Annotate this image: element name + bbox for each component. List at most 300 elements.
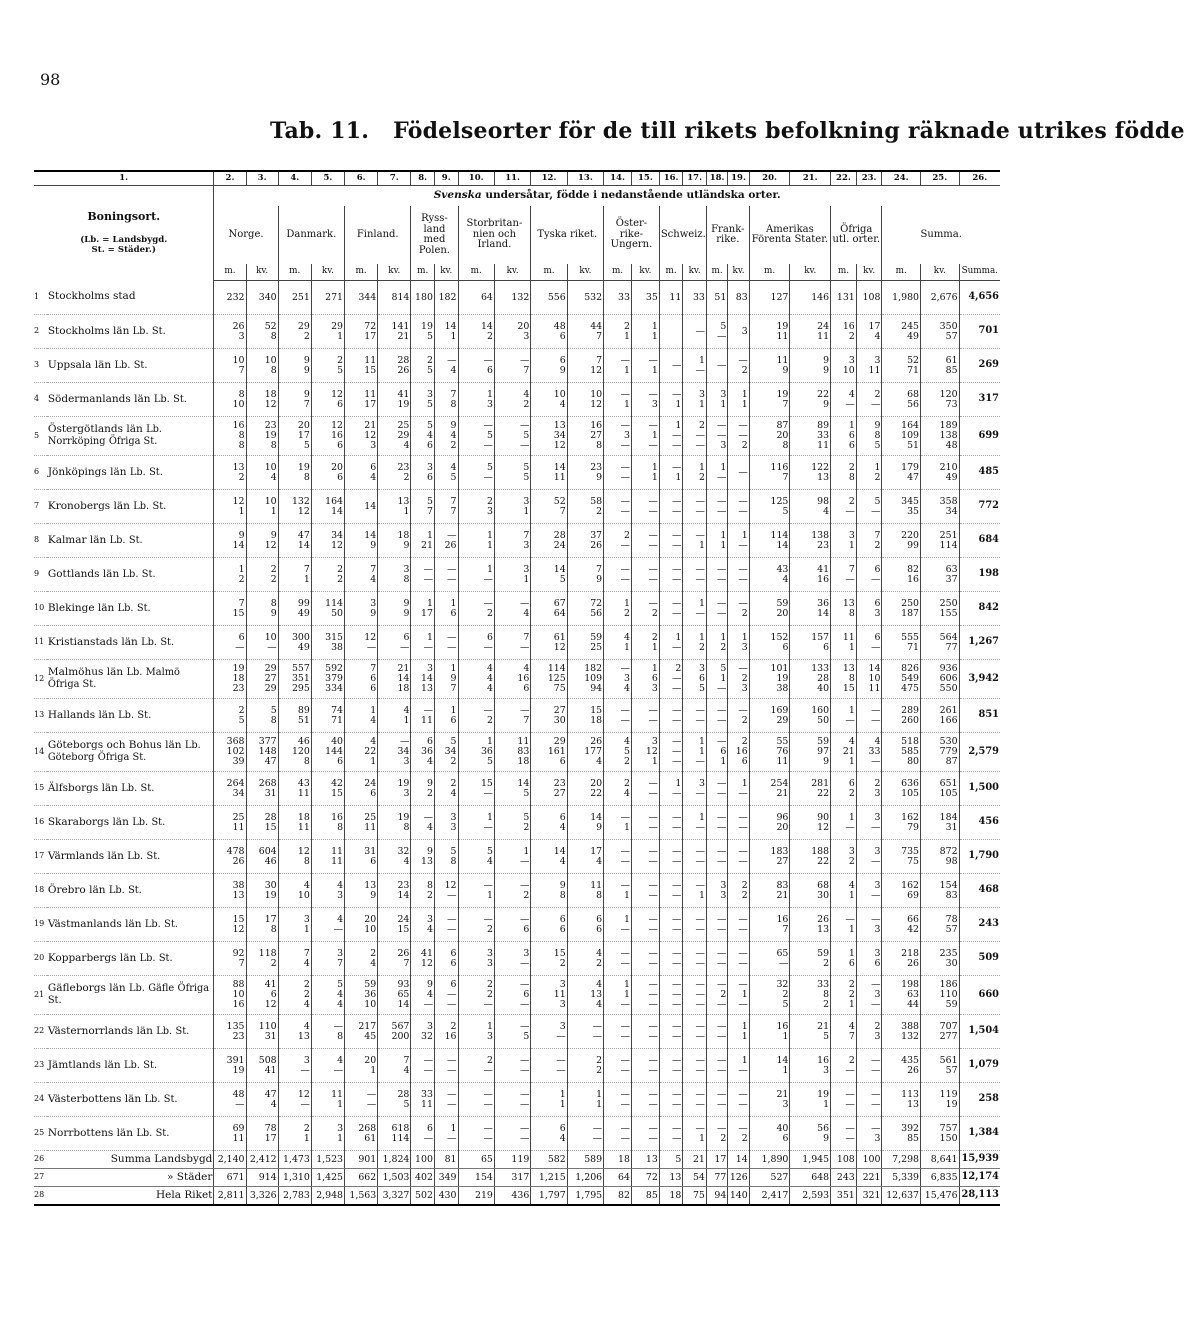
county-name bbox=[47, 281, 214, 315]
cell-value: 3 bbox=[370, 597, 377, 609]
cell-value: 2 bbox=[486, 607, 493, 619]
data-cell bbox=[246, 699, 278, 733]
county-row bbox=[34, 383, 1000, 417]
data-cell bbox=[311, 1083, 344, 1117]
cell-value: 64 bbox=[553, 607, 566, 619]
county-subdivision: Lb. bbox=[184, 740, 201, 752]
data-cell bbox=[531, 417, 567, 456]
cell-value: 8 bbox=[596, 439, 603, 451]
data-cell bbox=[378, 524, 411, 558]
cell-value: 10 bbox=[868, 673, 881, 685]
data-cell bbox=[378, 456, 411, 490]
cell-value: 3 bbox=[559, 998, 566, 1010]
data-cell bbox=[494, 281, 530, 315]
cell-value: — bbox=[695, 998, 705, 1010]
cell-value: — bbox=[648, 505, 658, 517]
data-cell bbox=[458, 908, 494, 942]
data-cell bbox=[921, 908, 960, 942]
cell-value: — bbox=[738, 539, 748, 551]
data-cell bbox=[278, 626, 311, 660]
cell-value: 1 bbox=[624, 821, 630, 833]
data-cell bbox=[831, 1117, 857, 1151]
country-header: Danmark. bbox=[278, 206, 344, 264]
cell-value: 1 bbox=[370, 755, 377, 767]
cell-value: — bbox=[716, 1030, 727, 1042]
data-cell bbox=[531, 908, 567, 942]
county-label: Jämtlands län bbox=[47, 1058, 121, 1071]
cell-value: — bbox=[423, 1064, 433, 1076]
cell-value: 7 bbox=[426, 505, 433, 517]
row-number: 18 bbox=[34, 874, 47, 908]
cell-value: 6 bbox=[782, 1132, 789, 1144]
cell-value: — bbox=[716, 505, 727, 517]
country-header: Öfriga utl. orter. bbox=[831, 206, 882, 264]
cell-value: — bbox=[671, 923, 682, 935]
cell-value: — bbox=[671, 821, 682, 833]
row-number: 17 bbox=[34, 840, 47, 874]
data-cell bbox=[790, 733, 831, 772]
cell-value: 8 bbox=[874, 430, 881, 442]
sum-cell: 18 bbox=[659, 1187, 683, 1206]
data-cell bbox=[856, 281, 882, 315]
cell-value: 105 bbox=[939, 787, 958, 799]
cell-value: 2 bbox=[337, 354, 344, 366]
cell-value: 17 bbox=[868, 320, 881, 332]
data-cell bbox=[790, 417, 831, 456]
cell-value: 12 bbox=[331, 420, 344, 432]
data-cell bbox=[214, 558, 246, 592]
data-cell bbox=[882, 660, 921, 699]
data-cell bbox=[882, 942, 921, 976]
cell-value: — bbox=[423, 573, 433, 585]
cell-value: 14 bbox=[444, 320, 457, 332]
cell-value: 40 bbox=[331, 736, 344, 748]
cell-value: — bbox=[620, 957, 630, 969]
cell-value: — bbox=[738, 787, 748, 799]
cell-value: — bbox=[648, 998, 658, 1010]
cell-value: 9 bbox=[426, 777, 433, 789]
data-cell bbox=[683, 1117, 707, 1151]
data-cell bbox=[706, 942, 727, 976]
cell-value: 15 bbox=[232, 607, 245, 619]
county-name bbox=[47, 1083, 214, 1117]
cell-value: 2 bbox=[741, 889, 748, 901]
data-cell bbox=[214, 315, 246, 349]
data-cell bbox=[345, 1049, 378, 1083]
cell-value: 9 bbox=[303, 364, 310, 376]
cell-value: 16 bbox=[776, 1020, 789, 1032]
data-cell bbox=[411, 699, 435, 733]
cell-value: 2 bbox=[450, 777, 457, 789]
data-cell bbox=[604, 1083, 632, 1117]
data-cell bbox=[749, 490, 790, 524]
data-cell bbox=[856, 840, 882, 874]
cell-value: 561 bbox=[939, 1054, 958, 1066]
sum-cell: 671 bbox=[214, 1169, 246, 1187]
data-cell bbox=[706, 874, 727, 908]
data-cell bbox=[631, 456, 659, 490]
data-cell bbox=[378, 908, 411, 942]
county-subdivision: Gäfle bbox=[148, 983, 175, 995]
cell-value: 2 bbox=[823, 957, 830, 969]
male-header: m. bbox=[706, 264, 727, 281]
cell-value: 5 bbox=[720, 320, 727, 332]
cell-value: 5 bbox=[337, 364, 344, 376]
cell-value: — bbox=[423, 563, 433, 575]
cell-value: — bbox=[716, 1054, 727, 1066]
data-cell bbox=[882, 699, 921, 733]
cell-value: 6 bbox=[426, 1122, 433, 1134]
cell-value: 16 bbox=[232, 998, 245, 1010]
cell-value: 7 bbox=[238, 597, 245, 609]
cell-value: 3 bbox=[426, 1020, 433, 1032]
data-cell bbox=[683, 383, 707, 417]
cell-value: 271 bbox=[325, 291, 344, 303]
column-number: 5. bbox=[311, 171, 344, 186]
cell-value: 118 bbox=[258, 947, 277, 959]
data-cell bbox=[728, 456, 749, 490]
data-cell bbox=[882, 908, 921, 942]
county-label: Östergötlands län bbox=[47, 423, 143, 436]
data-cell bbox=[214, 908, 246, 942]
cell-value: — bbox=[871, 913, 881, 925]
data-cell bbox=[434, 349, 458, 383]
column-number: 24. bbox=[882, 171, 921, 186]
cell-value: 16 bbox=[817, 1054, 830, 1066]
cell-value: 6 bbox=[403, 631, 410, 643]
cell-value: — bbox=[447, 1064, 457, 1076]
data-cell bbox=[728, 908, 749, 942]
cell-value: 4 bbox=[848, 736, 855, 748]
cell-value: 77 bbox=[945, 641, 958, 653]
cell-value: — bbox=[671, 597, 682, 609]
cell-value: — bbox=[400, 641, 410, 653]
sum-cell: 126 bbox=[728, 1169, 749, 1187]
country-header: Amerikas Förenta Stater. bbox=[749, 206, 830, 264]
cell-value: 245 bbox=[901, 320, 920, 332]
county-label: Blekinge län bbox=[47, 601, 115, 614]
data-cell bbox=[683, 733, 707, 772]
cell-value: 315 bbox=[325, 631, 344, 643]
data-cell bbox=[921, 806, 960, 840]
data-cell bbox=[214, 1083, 246, 1117]
data-cell bbox=[856, 908, 882, 942]
county-row bbox=[34, 490, 1000, 524]
cell-value: 1 bbox=[848, 998, 855, 1010]
cell-value: 12 bbox=[232, 923, 245, 935]
cell-value: 3 bbox=[651, 682, 658, 694]
cell-value: 7 bbox=[450, 505, 457, 517]
cell-value: 30 bbox=[817, 889, 830, 901]
cell-value: 3 bbox=[741, 682, 748, 694]
column-number: 26. bbox=[959, 171, 1000, 186]
cell-value: — bbox=[871, 714, 881, 726]
cell-value: — bbox=[366, 1088, 377, 1100]
cell-value: 82 bbox=[907, 563, 920, 575]
data-cell bbox=[604, 733, 632, 772]
data-cell bbox=[683, 1015, 707, 1049]
cell-value: 132 bbox=[511, 291, 530, 303]
cell-value: 8 bbox=[270, 439, 277, 451]
cell-value: — bbox=[483, 420, 493, 432]
cell-value: 6 bbox=[450, 947, 457, 959]
data-cell bbox=[728, 840, 749, 874]
data-cell bbox=[921, 315, 960, 349]
cell-value: 8 bbox=[848, 607, 855, 619]
cell-value: 4 bbox=[874, 330, 881, 342]
cell-value: 3 bbox=[486, 957, 493, 969]
cell-value: 12 bbox=[590, 398, 603, 410]
cell-value: 8 bbox=[238, 439, 245, 451]
cell-value: — bbox=[235, 641, 245, 653]
cell-value: 19 bbox=[776, 320, 789, 332]
cell-value: 96 bbox=[776, 811, 789, 823]
cell-value: 1 bbox=[450, 663, 457, 675]
cell-value: 1 bbox=[337, 1098, 344, 1110]
data-cell bbox=[659, 281, 683, 315]
data-cell bbox=[882, 840, 921, 874]
data-cell bbox=[311, 976, 344, 1015]
cell-value: 6 bbox=[848, 430, 855, 442]
cell-value: 5 bbox=[523, 1030, 530, 1042]
county-row bbox=[34, 1083, 1000, 1117]
cell-value: 13 bbox=[421, 855, 433, 867]
county-total: 1,504 bbox=[959, 1015, 1000, 1049]
cell-value: 218 bbox=[901, 947, 920, 959]
cell-value: 114 bbox=[325, 597, 344, 609]
cell-value: 16 bbox=[232, 420, 245, 432]
cell-value: 5 bbox=[523, 461, 530, 473]
data-cell bbox=[631, 976, 659, 1015]
data-cell bbox=[214, 349, 246, 383]
data-cell bbox=[659, 874, 683, 908]
county-subdivision: Lb. bbox=[122, 568, 139, 580]
cell-value: 4 bbox=[370, 471, 377, 483]
cell-value: 29 bbox=[264, 663, 277, 675]
cell-value: — bbox=[648, 563, 658, 575]
data-cell bbox=[311, 281, 344, 315]
cell-value: 13 bbox=[232, 889, 245, 901]
data-cell bbox=[631, 490, 659, 524]
cell-value: 65 bbox=[397, 989, 410, 1001]
cell-value: 10 bbox=[364, 923, 377, 935]
cell-value: 12 bbox=[297, 505, 310, 517]
cell-value: 1 bbox=[848, 539, 855, 551]
cell-value: 14 bbox=[397, 889, 410, 901]
cell-value: — bbox=[695, 913, 705, 925]
county-name bbox=[47, 1117, 214, 1151]
data-cell bbox=[458, 1117, 494, 1151]
data-cell bbox=[531, 942, 567, 976]
data-cell bbox=[411, 281, 435, 315]
cell-value: — bbox=[671, 979, 682, 991]
cell-value: 1 bbox=[782, 1064, 789, 1076]
data-cell bbox=[749, 1117, 790, 1151]
cell-value: 57 bbox=[945, 1064, 958, 1076]
sum-cell: 77 bbox=[706, 1169, 727, 1187]
sum-cell: 430 bbox=[434, 1187, 458, 1206]
cell-value: — bbox=[447, 889, 457, 901]
cell-value: — bbox=[366, 641, 377, 653]
cell-value: 5 bbox=[874, 495, 881, 507]
cell-value: — bbox=[648, 855, 658, 867]
cell-value: 46 bbox=[297, 736, 310, 748]
county-subdivision: Lb. bbox=[144, 918, 161, 930]
sum-cell: 2,948 bbox=[311, 1187, 344, 1206]
data-cell bbox=[683, 908, 707, 942]
cell-value: 1 bbox=[403, 714, 410, 726]
cell-value: 22 bbox=[817, 855, 830, 867]
county-name bbox=[47, 806, 214, 840]
data-cell bbox=[604, 1117, 632, 1151]
cell-value: 13 bbox=[907, 1098, 920, 1110]
cell-value: 4 bbox=[624, 736, 630, 748]
data-cell bbox=[790, 490, 831, 524]
sum-row bbox=[34, 1187, 1000, 1206]
cell-value: — bbox=[671, 704, 682, 716]
cell-value: — bbox=[447, 573, 457, 585]
cell-value: 19 bbox=[264, 430, 277, 442]
cell-value: 20 bbox=[297, 420, 310, 432]
cell-value: 138 bbox=[939, 430, 958, 442]
column-number: 1. bbox=[34, 171, 214, 186]
cell-value: — bbox=[648, 1064, 658, 1076]
cell-value: 1 bbox=[741, 1054, 748, 1066]
cell-value: 67 bbox=[553, 597, 566, 609]
cell-value: 38 bbox=[776, 682, 789, 694]
cell-value: 3 bbox=[523, 947, 530, 959]
cell-value: — bbox=[519, 998, 530, 1010]
male-header: m. bbox=[411, 264, 435, 281]
cell-value: — bbox=[519, 597, 530, 609]
cell-value: 41 bbox=[397, 388, 410, 400]
cell-value: 12 bbox=[553, 641, 566, 653]
data-cell bbox=[411, 558, 435, 592]
cell-value: 5 bbox=[782, 505, 789, 517]
data-cell bbox=[921, 660, 960, 699]
cell-value: 264 bbox=[226, 777, 245, 789]
data-cell bbox=[434, 699, 458, 733]
cell-value: 14 bbox=[553, 563, 566, 575]
cell-value: 9 bbox=[270, 529, 277, 541]
data-cell bbox=[214, 942, 246, 976]
cell-value: 6 bbox=[559, 330, 566, 342]
cell-value: — bbox=[738, 821, 748, 833]
cell-value: 35 bbox=[645, 291, 658, 303]
cell-value: — bbox=[738, 855, 748, 867]
cell-value: 11 bbox=[331, 845, 344, 857]
sum-cell: 648 bbox=[790, 1169, 831, 1187]
cell-value: 1 bbox=[651, 755, 658, 767]
county-total: 1,079 bbox=[959, 1049, 1000, 1083]
cell-value: 6 bbox=[874, 957, 881, 969]
data-cell bbox=[856, 806, 882, 840]
sum-cell: 5 bbox=[659, 1151, 683, 1169]
cell-value: — bbox=[738, 354, 748, 366]
cell-value: — bbox=[483, 471, 493, 483]
data-cell bbox=[631, 349, 659, 383]
county-label: Södermanlands län bbox=[47, 392, 151, 405]
cell-value: 44 bbox=[907, 998, 920, 1010]
cell-value: 1 bbox=[450, 704, 457, 716]
cell-value: 2 bbox=[486, 330, 493, 342]
cell-value: 3 bbox=[874, 1030, 881, 1042]
cell-value: — bbox=[845, 573, 855, 585]
cell-value: 1 bbox=[450, 1122, 457, 1134]
cell-value: 150 bbox=[939, 1132, 958, 1144]
data-cell bbox=[831, 626, 857, 660]
cell-value: — bbox=[483, 1088, 493, 1100]
data-cell bbox=[790, 806, 831, 840]
cell-value: 2 bbox=[486, 989, 493, 1001]
cell-value: — bbox=[423, 811, 433, 823]
cell-value: — bbox=[716, 682, 727, 694]
cell-value: — bbox=[871, 821, 881, 833]
cell-value: 2 bbox=[874, 777, 881, 789]
data-cell bbox=[531, 592, 567, 626]
cell-value: 1 bbox=[303, 923, 310, 935]
cell-value: 7 bbox=[337, 957, 344, 969]
data-cell bbox=[458, 699, 494, 733]
cell-value: 6 bbox=[559, 923, 566, 935]
data-cell bbox=[345, 1117, 378, 1151]
data-cell bbox=[790, 524, 831, 558]
data-cell bbox=[604, 840, 632, 874]
data-cell bbox=[659, 524, 683, 558]
data-cell bbox=[458, 349, 494, 383]
cell-value: 164 bbox=[325, 495, 344, 507]
data-cell bbox=[659, 626, 683, 660]
cell-value: 8 bbox=[270, 923, 277, 935]
cell-value: 3 bbox=[848, 354, 855, 366]
cell-value: 11 bbox=[553, 471, 566, 483]
cell-value: 9 bbox=[823, 1132, 830, 1144]
cell-value: 9 bbox=[596, 573, 603, 585]
data-cell bbox=[246, 315, 278, 349]
sum-cell: 54 bbox=[683, 1169, 707, 1187]
cell-value: — bbox=[871, 855, 881, 867]
cell-value: — bbox=[671, 746, 682, 758]
data-cell bbox=[345, 281, 378, 315]
data-cell bbox=[831, 417, 857, 456]
cell-value: — bbox=[738, 430, 748, 442]
cell-value: 32 bbox=[421, 1030, 433, 1042]
cell-value: 2 bbox=[720, 989, 727, 1001]
cell-value: 3 bbox=[486, 1030, 493, 1042]
cell-value: 34 bbox=[553, 430, 566, 442]
county-total: 1,384 bbox=[959, 1117, 1000, 1151]
data-cell bbox=[749, 456, 790, 490]
cell-value: 2 bbox=[741, 364, 748, 376]
cell-value: 93 bbox=[397, 979, 410, 991]
cell-value: 11 bbox=[868, 364, 881, 376]
data-cell bbox=[378, 1117, 411, 1151]
cell-value: 24 bbox=[817, 320, 830, 332]
cell-value: — bbox=[671, 573, 682, 585]
data-cell bbox=[246, 592, 278, 626]
cell-value: — bbox=[519, 979, 530, 991]
data-cell bbox=[683, 660, 707, 699]
cell-value: 23 bbox=[232, 1030, 245, 1042]
data-cell bbox=[567, 558, 603, 592]
county-subdivision: Lb. bbox=[132, 325, 149, 337]
cell-value: 1 bbox=[741, 631, 748, 643]
cell-value: 99 bbox=[297, 597, 310, 609]
row-number: 15 bbox=[34, 772, 47, 806]
country-header: Öster-rike-Ungern. bbox=[604, 206, 660, 264]
cell-value: 17 bbox=[264, 913, 277, 925]
county-subdivision: St. bbox=[152, 500, 167, 512]
